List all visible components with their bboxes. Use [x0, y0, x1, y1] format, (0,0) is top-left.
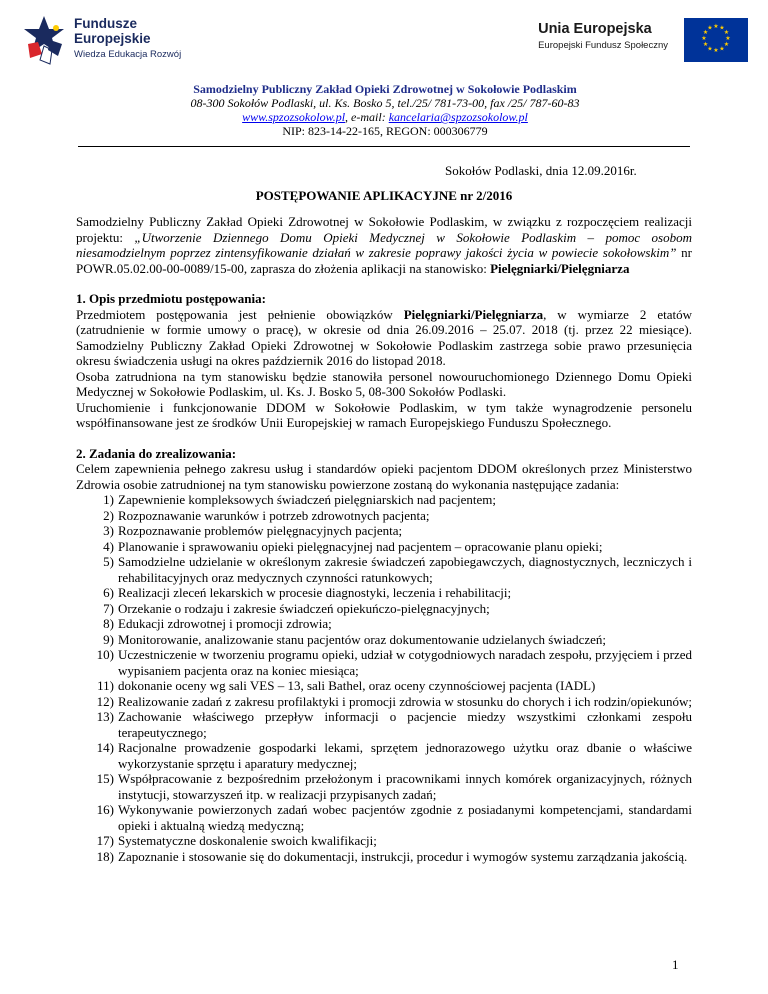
list-item: 16) Wykonywanie powierzonych zadań wobec pacjentów zgodnie z posiadanymi kompetencjami, standardami opieki i aktualną wiedzą medyczną;	[96, 802, 692, 833]
svg-text:★: ★	[719, 45, 725, 53]
intro-text: Samodzielny Publiczny Zakład Opieki Zdrowotnej w Sokołowie Podlaskim, w związku z rozpoczęciem realizacji projektu:	[76, 214, 692, 245]
svg-text:★: ★	[725, 35, 731, 42]
institution-name: Samodzielny Publiczny Zakład Opieki Zdrowotnej w Sokołowie Podlaskim	[193, 82, 577, 96]
institution-contact	[60, 110, 710, 124]
list-item: 13) Zachowanie właściwego przepływ informacji o pacjencie miedzy wszystkimi członkami zespołu terapeutycznego;	[96, 709, 692, 740]
s1p1-text: Przedmiotem postępowania jest pełnienie obowiązków	[76, 306, 404, 322]
fe-logo-tagline: Wiedza Edukacja Rozwój	[74, 49, 182, 60]
list-item: 1) Zapewnienie kompleksowych świadczeń pielęgniarskich nad pacjentem;	[103, 492, 496, 507]
document-body	[76, 214, 692, 864]
s1p1-text-2: , w wymiarze 2 etatów (zatrudnienie w formie umowy o pracę), w okresie od dnia 26.09.2016 – 25.07. 2018 (tj. przez 22 miesiące). Samodzielny Publiczny Zakład Opieki Zdrowotnej w Sokołowie Podlaskim zastrzega sobie prawo przesunięcia okresu świadczenia usługi na okres październik 2016 do listopad 2018.	[76, 306, 692, 368]
svg-text:★: ★	[707, 45, 713, 53]
page-number: 1	[672, 957, 679, 972]
header-divider	[78, 146, 690, 147]
svg-text:★: ★	[702, 41, 709, 48]
section1-paragraph1	[76, 307, 692, 369]
ue-logo-subtitle: Europejski Fundusz Społeczny	[538, 40, 668, 51]
institution-address: 08-300 Sokołów Podlaski, ul. Ks. Bosko 5, tel./25/ 781-73-00, fax /25/ 787-60-83	[190, 96, 580, 110]
email-label: , e-mail:	[345, 110, 389, 124]
list-item: 9) Monitorowanie, analizowanie stanu pacjentów oraz dokumentowanie udzielanych świadczeń;	[103, 631, 607, 647]
fe-logo-line1: Fundusze	[74, 16, 137, 31]
section1-paragraph3: Uruchomienie i funkcjonowanie DDOM w Sokołowie Podlaskim, w tym także wynagrodzenie personelu współfinansowane jest ze środków Unii Europejskiej w ramach Europejskiego Funduszu Społecznego.	[76, 399, 692, 430]
intro-paragraph	[76, 214, 692, 276]
website-link[interactable]: www.spzozsokolow.pl	[242, 110, 346, 124]
list-item: 4) Planowanie i sprawowaniu opieki pielęgnacyjnej nad pacjentem – opracowanie planu opieki;	[103, 538, 603, 554]
section2-intro: Celem zapewnienia pełnego zakresu usług i standardów opieki pacjentom DDOM określonych przez Ministerstwo Zdrowia osobie zatrudnionej na tym stanowisku powierzone zostaną do wykonania następujące zadania:	[76, 461, 692, 492]
list-item: 5) Samodzielne udzielanie w określonym zakresie świadczeń zapobiegawczych, diagnostycznych, leczniczych i rehabilitacyjnych oraz medycznych czynności ratunkowych;	[103, 554, 692, 585]
list-item: 3) Rozpoznawanie problemów pielęgnacyjnych pacjenta;	[103, 523, 403, 538]
list-item: 10) Uczestniczenie w tworzeniu programu opieki, udział w cotygodniowych naradach zespołu, przyjęciem i przed wypisaniem pacjenta oraz na koniec miesiąca;	[96, 647, 692, 678]
fe-star-mark-icon	[22, 14, 66, 70]
document-title: POSTĘPOWANIE APLIKACYJNE nr 2/2016	[255, 188, 513, 203]
email-link[interactable]: kancelaria@spzozsokolow.pl	[388, 110, 528, 124]
list-item: 6) Realizacji zleceń lekarskich w procesie diagnostyki, leczenia i rehabilitacji;	[103, 585, 512, 600]
svg-text:★: ★	[719, 24, 725, 32]
list-item: 11) dokonanie oceny wg sali VES – 13, sali Bathel, oraz oceny czynnościowej pacjenta (IADL)	[97, 678, 596, 693]
list-item: 15) Współpracowanie z bezpośrednim przełożonym i pracownikami innych komórek organizacyjnych, różnych instytucji, stowarzyszeń itp. w realizacji przypisanych zadań;	[96, 771, 692, 802]
svg-text:★: ★	[701, 35, 707, 42]
section1-heading: 1. Opis przedmiotu postępowania:	[76, 291, 266, 306]
institution-header	[60, 82, 710, 138]
section2-heading: 2. Zadania do zrealizowania:	[76, 445, 237, 461]
list-item: 12) Realizowanie zadań z zakresu profilaktyki i promocji zdrowia w stosunku do chorych i ich rodzin/opiekunów;	[96, 693, 692, 709]
list-item: 7) Orzekanie o rodzaju i zakresie świadczeń opiekuńczo-pielęgnacyjnych;	[103, 600, 490, 616]
svg-text:★: ★	[713, 47, 719, 54]
eu-flag-icon	[684, 18, 748, 62]
list-item: 17) Systematyczne doskonalenie swoich kwalifikacji;	[96, 833, 377, 848]
task-list	[76, 492, 692, 864]
svg-text:★: ★	[707, 24, 713, 32]
ue-logo-title: Unia Europejska	[538, 21, 652, 37]
list-item: 8) Edukacji zdrowotnej i promocji zdrowia;	[103, 616, 332, 631]
svg-text:★: ★	[713, 23, 719, 30]
unia-europejska-logo	[500, 18, 750, 68]
svg-text:★: ★	[723, 41, 730, 48]
list-item: 2) Rozpoznawanie warunków i potrzeb zdrowotnych pacjenta;	[103, 507, 430, 523]
intro-text-2: nr POWR.05.02.00-00-0089/15-00, zaprasza do złożenia aplikacji na stanowisko:	[76, 245, 692, 276]
project-title: „Utworzenie Dziennego Domu Opieki Medycznej w Sokołowie Podlaskim – pomoc osobom niesamodzielnym poprzez zintensyfikowanie działań w zakresie poprawy jakości życia w powiecie sokołowskim”	[76, 229, 693, 260]
fundusze-europejskie-logo	[22, 12, 202, 72]
s1p1-position: Pielęgniarki/Pielęgniarza	[403, 306, 544, 322]
list-item: 18) Zapoznanie i stosowanie się do dokumentacji, instrukcji, procedur i wymogów systemu zarządzania jakością.	[96, 848, 688, 864]
institution-ids: NIP: 823-14-22-165, REGON: 000306779	[282, 124, 488, 138]
svg-text:★: ★	[723, 29, 730, 36]
svg-text:★: ★	[702, 29, 709, 36]
fe-logo-line2: Europejskie	[74, 31, 151, 46]
date-line: Sokołów Podlaski, dnia 12.09.2016r.	[445, 163, 637, 178]
list-item: 14) Racjonalne prowadzenie gospodarki lekami, sprzętem jednorazowego użytku oraz dbanie o właściwe wykorzystanie sprzętu i aparatury medycznej;	[96, 740, 692, 771]
section1-paragraph2: Osoba zatrudniona na tym stanowisku będzie stanowiła personel nowouruchomionego Dziennego Domu Opieki Medycznej w Sokołowie Podlaskim, ul. Ks. J. Bosko 5, 08-300 Sokołów Podlaski.	[76, 368, 692, 399]
position-name: Pielęgniarki/Pielęgniarza	[490, 260, 630, 276]
